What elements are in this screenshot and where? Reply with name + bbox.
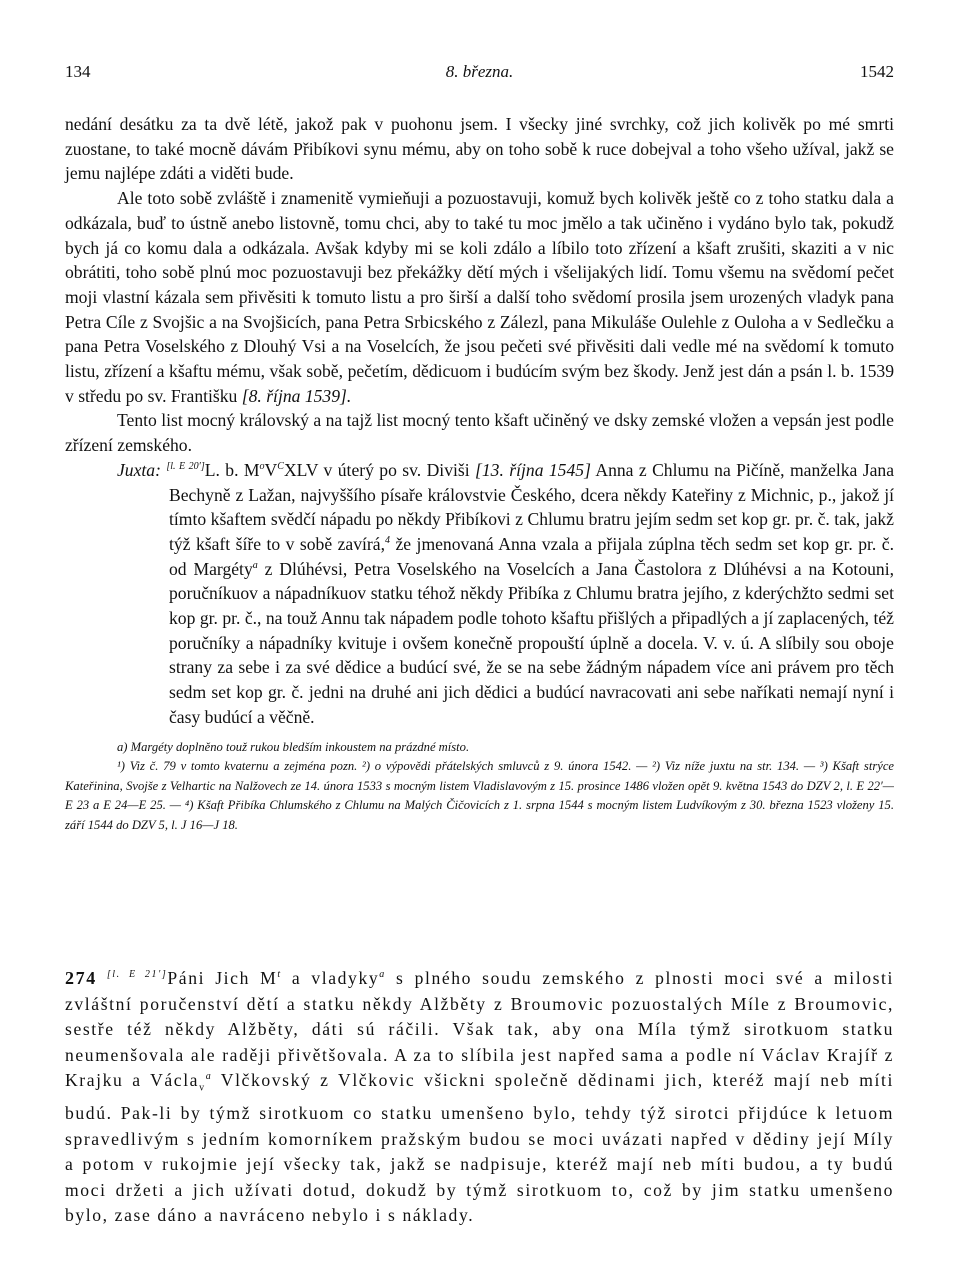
main-text [65,112,894,835]
footnote-mark: a [252,559,258,571]
paragraph: Tento list mocný královský a na tajž list mocný tento kšaft učiněný ve dsky zemské vložen a vepsán jest podle zřízení zemského. [65,410,894,456]
folio-ref: [l. E 20′] [166,460,205,472]
paragraph [65,186,894,408]
paragraph-text: Ale toto sobě zvláště i znamenitě vymieňuji a pozuostavuji, komuž bych kolivěk ještě co z toho statku dala a odkázala, buď to ústně anebo listovně, tomu chci, aby to také tu moc jmělo a tak učiněno i vydáno bylo tak, pokudž bych já co komu dala a odkázala. Avšak kdyby mi se koli zdálo a líbilo toto zřízení a kšaft zrušiti, skaziti a v nic obrátiti, toho sobě plnú moc pozuostavuji bez překážky dětí mých i všelijakých lidí. Tomu všemu na svědomí pečet moji vlastní kázala sem přivěsiti k tomuto listu a pro širší a další toho svědomí prosila jsem urozených vladyk pana Petra Cíle z Svojšic a na Svojšicích, pana Petra Srbicského z Zálezl, pana Mikuláše Oulehle z Ouloha a v Sedlečku a pana Petra Voselského z Dlouhý Vsi a na Voselcích, že jsou pečeti své přivěsiti dali vedle mé na svědomí k tomuto listu, zřízení a kšaftu mému, však sobě, pečetím, dědicuom i budúcím svým bez škody. Jenž jest dán a psán l. b. 1539 v středu po sv. Františku [65,188,894,406]
footnotes [65,738,894,836]
folio-ref: [l. E 21′] [106,969,168,980]
footnote-a: a) Margéty doplněno touž rukou bledším inkoustem na prázdné místo. [117,739,470,754]
juxta-label: Juxta: [117,459,161,480]
entry-paragraph: 274 [l. E 21′]Páni Jich $M^t$ a vladyky$^a$ s plného soudu zemského z plnosti moci své a milosti zvláštní poručenství dětí a statku někdy Alžběty z Broumovic pozuostalých Míle z Broumovic, sestře též někdy Alžběty, dáti sú ráčili. Však tak, aby ona Míla týmž sirotkuom statku neumenšovala ale raději přivětšovala. A za to slíbila jest napřed sama a podle ní Václav Krajíř z Krajku a Václa$_v^a$ Vlčkovský z Vlčkovic všickni společně dědinami jich, kteréž mají neb míti budú. Pak-li by týmž sirotkuom co statku umenšeno bylo, tehdy týž sirotci přijdúce k letuom spravedlivým s jedním komorníkem pražským budou se moci uvázati napřed v dědiny její Míly a potom v rukojmie její všecky tak, jakž se nadpisuje, kteréž mají neb míti budou, a ty budú moci držeti a jich užívati dotud, dokudž by týmž sirotkuom to, což by jim statku umenšeno bylo, zase dáno a navráceno nebylo i s náklady. [65,968,895,1226]
year: 1542 [860,62,894,81]
paragraph: nedání desátku za ta dvě létě, jakož pak v puohonu jsem. I všecky jiné svrchky, což jich kolivěk po mé smrti zuostane, to také mocně dávám Přibíkovi synu mému, aby on toho sobě k ruce dobejval a toho všeho užíval, jakž se jemu najlépe zdáti a viděti bude. [65,114,894,184]
entry-274 [65,966,894,1229]
page-number: 134 [65,62,91,81]
running-date: 8. března. [445,62,514,81]
page-header [65,62,894,88]
juxta-paragraph: Juxta: [l. E 20′]L. b. $M^oV^CXLV$ v úterý po sv. Diviši [13. října 1545] Anna z Chlumu na Pičíně, manželka Jana Bechyně z Lažan, najvyššího písaře královstvie Českého, dcera někdy Kateřiny z Michnic, p., jakož jí tímto kšaftem svědčí nápadu po někdy Přibíkovi z Chlumu bratru jejím sedm set kop gr. pr. č. tak, jakž týž kšaft šíře to v sobě zavírá,$^4$ že jmenovaná Anna vzala a přijala zúplna těch sedm set kop gr. pr. č. od Margéty$^a$ z Dlúhévsi, Petra Voselského na Voselcích a Jana Častolora z Dlúhévsi a na Kotouni, poručníkuov a nápadníkuov statku téhož někdy Přibíka z Chlumu bratra jejího, z kderýchžto sedmi set kop gr. pr. č., na touž Annu tak nápadem podle tohoto kšaftu přišlých a připadlých a jí zaplacených, též poručníky a nápadníky kvituje i ovšem konečně propouští úplně a docela. V. v. ú. A slíbily sou oboje strany za sebe i za své dědice a budúcí své, že se na sebe žádným nápadem více ani právem pro těch sedm set kop gr. č. jedni na druhé ani jich dědici a budúcí navracovati ani sebe naříkati nemají nyní i časy budúcí a věčně. [117,459,895,727]
editorial-date: [13. října 1545] [475,459,591,480]
footnote-mark: 4 [385,534,390,546]
entry-number: 274 [65,968,97,988]
footnote-numbered: ¹) Viz č. 79 v tomto kvaternu a zejména pozn. ²) o výpovědi přátelských smluvců z 9. února 1542. — ²) Viz níže juxtu na str. 134. — ³) Kšaft strýce Kateřinina, Svojše z Velhartic na Nalžovech ze 14. února 1533 s mocným listem Vladislavovým z 15. prosince 1486 vložen opět 9. května 1543 do DZV 2, l. E 22′—E 23 a E 24—E 25. — ⁴) Kšaft Přibíka Chlumského z Chlumu na Malých Čičovicích z 1. srpna 1544 s mocným listem Ludvíkovým z 30. března 1523 vloženy 15. září 1544 do DZV 5, l. J 16—J 18. [65,759,894,832]
editorial-date: [8. října 1539]. [241,385,352,406]
